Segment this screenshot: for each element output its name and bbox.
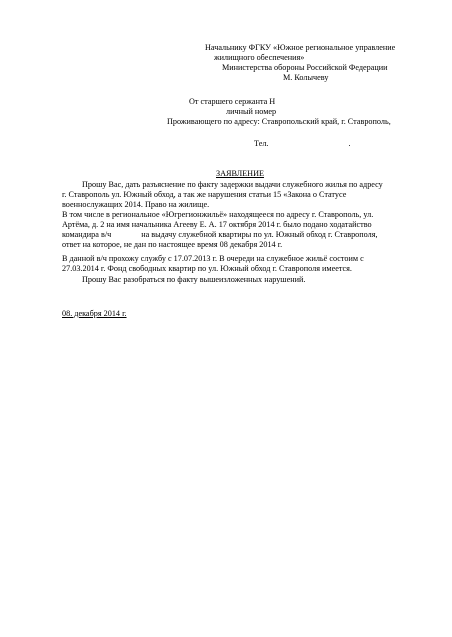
phone-label: Тел. <box>254 139 269 148</box>
addressee-line-3: Министерства обороны Российской Федерации <box>222 63 388 72</box>
sender-phone: Тел. . <box>254 139 351 148</box>
sender-personal-number: личный номер <box>226 107 277 116</box>
body-line: В данной в/ч прохожу службу с 17.07.2013 г. В очереди на служебное жильё состоим с <box>62 254 364 263</box>
body-line-part: командира в/ч <box>62 230 112 239</box>
body-line: Прошу Вас разобраться по факту вышеизложенных нарушений. <box>82 275 306 284</box>
body-line: 27.03.2014 г. Фонд свободных квартир по ул. Южный обход г. Ставрополя имеется. <box>62 264 352 273</box>
addressee-line-2: жилищного обеспечения» <box>214 53 305 62</box>
body-line: Артёма, д. 2 на имя начальника Агееву Е. А. 17 октября 2014 г. было подано ходатайство <box>62 220 372 229</box>
addressee-name: М. Колычеву <box>283 73 329 82</box>
document-title: ЗАЯВЛЕНИЕ <box>216 169 265 178</box>
addressee-line-1: Начальнику ФГКУ «Южное региональное управление <box>205 43 396 52</box>
sender-rank: От старшего сержанта Н <box>189 97 276 106</box>
body-line: Прошу Вас, дать разъяснение по факту задержки выдачи служебного жилья по адресу <box>82 180 383 189</box>
sender-address: Проживающего по адресу: Ставропольский край, г. Ставрополь, <box>167 117 391 126</box>
body-line: г. Ставрополь ул. Южный обход, а так же нарушения статьи 15 «Закона о Статусе <box>62 190 347 199</box>
body-line <box>62 230 378 240</box>
body-line: военнослужащих 2014. Право на жилище. <box>62 200 210 209</box>
body-line-part: на выдачу служебной квартиры по ул. Южный обход г. Ставрополя, <box>141 230 378 239</box>
body-line: В том числе в региональное «Югрегионжильё» находящееся по адресу г. Ставрополь, ул. <box>62 210 374 219</box>
body-line: ответ на которое, не дан по настоящее время 08 декабря 2014 г. <box>62 240 283 249</box>
document-date: 08. декабря 2014 г. <box>62 309 127 318</box>
